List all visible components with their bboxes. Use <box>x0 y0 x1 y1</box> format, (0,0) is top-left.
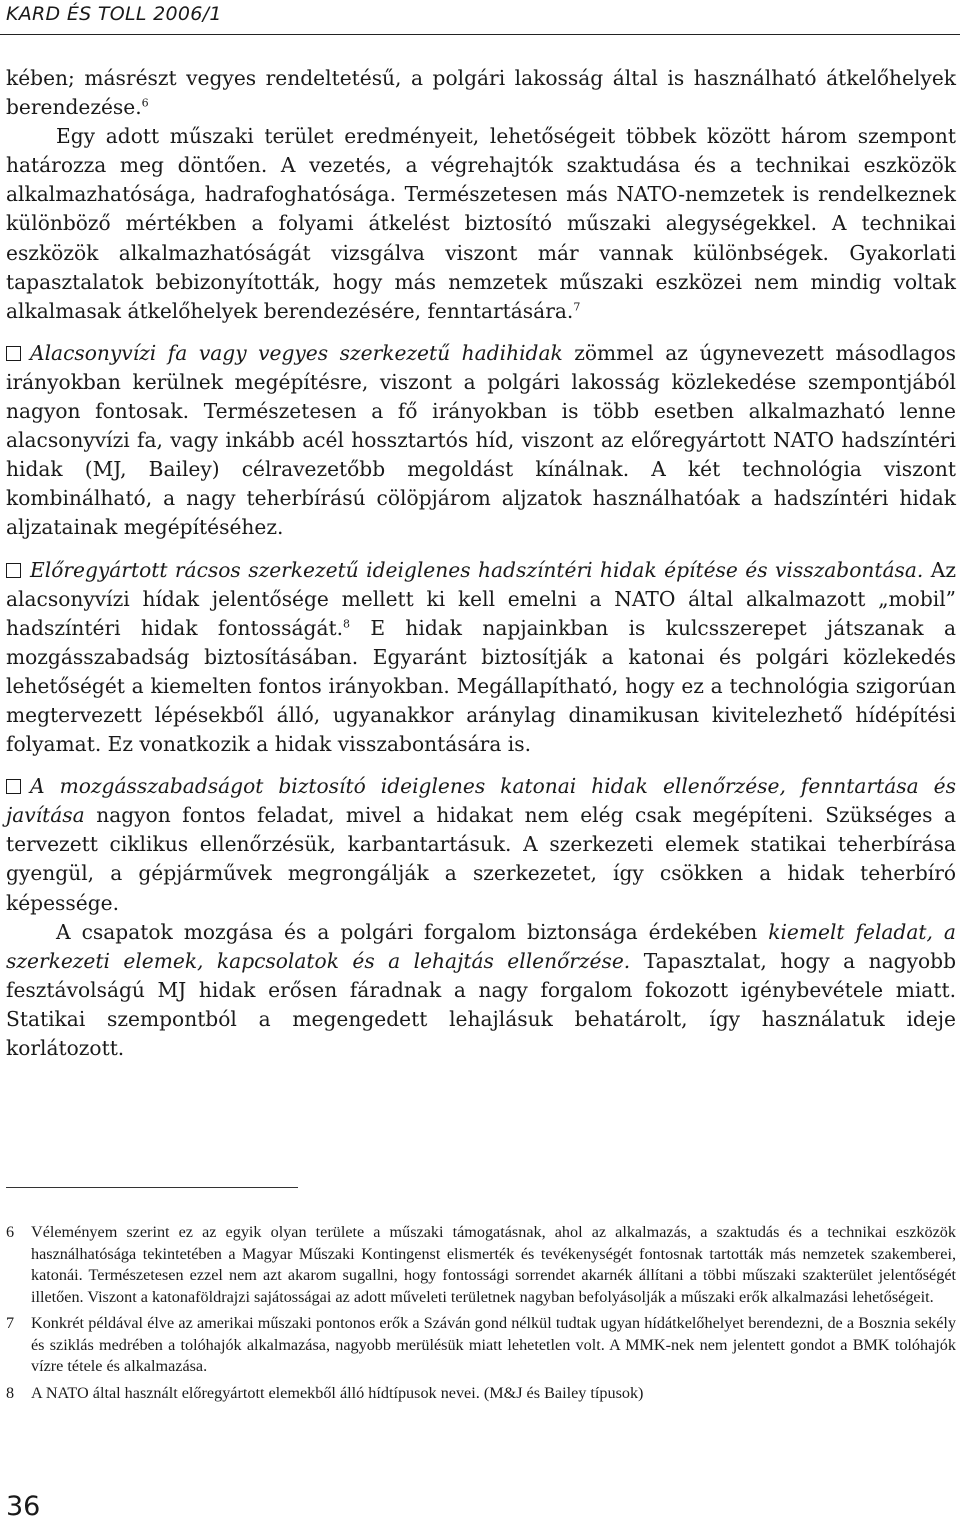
paragraph-evaluation: Egy adott műszaki terület eredményeit, lehetőségeit többek között három szempont határozza meg döntően. A vezetés, a végrehajtók szaktudása és a technikai eszközök alkalmazhatósága, hadrafoghatósága. Természetesen más NATO-nemzetek is rendelkeznek különböző mértékben a folyami átkelést biztosító műszaki alegységekkel. A technikai eszközök alkalmazhatóságát vizsgálva viszont már vannak különbségek. Gyakorlati tapasztalatok bebizonyították, hogy más nemzetek műszaki eszközei nem mindig voltak alkalmasak átkelőhelyek berendezésére, fenntartására.$^7$ <box>6 124 956 323</box>
footnotes <box>6 1222 956 1409</box>
footnote-7 <box>6 1313 956 1378</box>
checkbox-bullet-icon <box>6 779 21 794</box>
bullet-prefabricated-bridges: Előregyártott rácsos szerkezetű ideiglenes hadszíntéri hidak építése és visszabontása. Az alacsonyvízi hídak jelentősége mellett ki kell emelni a NATO által alkalmazott „mobil” hadszíntéri hidak fontosságát.$^8$ E hidak napjainkban is kulcsszerepet játszanak a mozgásszabadság biztosításában. Egyaránt biztosítják a katonai és polgári közlekedés lehetőségét a kiemelten fontos irányokban. Megállapítható, hogy ez a technológia szigorúan megtervezett lépésekből álló, ugyanakkor aránylag dinamikusan kivitelezhető hídépítési folyamat. Ez vonatkozik a hidak visszabontására is. <box>6 557 956 757</box>
footnote-number: 7 <box>6 1314 15 1332</box>
footnote-ref-8[interactable]: 8 <box>343 616 351 630</box>
header-rule <box>0 34 960 35</box>
paragraph-traffic-safety: A csapatok mozgása és a polgári forgalom biztonsága érdekében kiemelt feladat, a szerkezeti elemek, kapcsolatok és a lehajtás ellenőrzése. Tapasztalat, hogy a nagyobb fesztávolságú MJ hidak erősen fáradnak a nagy forgalom fokozott igénybevétele miatt. Statikai szempontból a megengedett lehajlásuk behatárolt, így használatuk ideje korlátozott. <box>6 919 956 1060</box>
bullet-bridge-maintenance: A mozgásszabadságot biztosító ideiglenes katonai hidak ellenőrzése, fenntartása és javítása nagyon fontos feladat, mivel a hidakat nem elég csak megépíteni. Szükséges a tervezett ciklikus ellenőrzésük, karbantartásuk. A szerkezeti elemek statikai teherbírása gyengül, a gépjárművek megrongálják a szerkezetet, így csökken a hidak teherbíró képessége. <box>6 774 956 915</box>
footnote-number: 8 <box>6 1383 15 1402</box>
bullet-low-water-bridges: Alacsonyvízi fa vagy vegyes szerkezetű hadihidak zömmel az úgynevezett másodlagos irányokban kerülnek megépítésre, viszont a polgári lakosság közlekedése szempontjából nagyon fontosak. Természetesen a fő irányokban is több esetben alkalmazható lenne alacsonyvízi fa, vagy inkább acél hossztartós híd, viszont az előregyártott NATO hadszíntéri hidak (MJ, Bailey) célravezetőbb megoldást kínálnak. A két technológia viszont kombinálható, a nagy teherbírású cölöpjárom aljzatok használhatóak a hadszíntéri hidak aljzatainak megépítéséhez. <box>6 340 956 540</box>
page-number: 36 <box>6 1491 41 1522</box>
main-text <box>6 64 956 1063</box>
running-header: KARD ÉS TOLL 2006/1 <box>6 3 222 25</box>
footnote-6 <box>6 1222 956 1308</box>
footnote-separator <box>6 1187 298 1188</box>
footnote-text: A NATO által használt előregyártott elemekből álló hídtípusok nevei. (M&J és Bailey típusok) <box>31 1383 644 1402</box>
checkbox-bullet-icon <box>6 346 21 361</box>
footnote-8 <box>6 1383 956 1405</box>
footnote-ref-6[interactable]: 6 <box>141 96 149 110</box>
footnote-number: 6 <box>6 1223 15 1241</box>
checkbox-bullet-icon <box>6 563 21 578</box>
footnote-ref-7[interactable]: 7 <box>573 300 581 314</box>
footnote-text: Véleményem szerint ez az egyik olyan területe a műszaki támogatásnak, ahol az alkalmazás, a szaktudás és a technikai eszközök használhatósága tekintetében a Magyar Műszaki Kontingenst elismerték és tevékenységét fontosnak tartották más nemzetek szakemberei, katonái. Természetesen ezzel nem azt akarom sugallni, hogy fontossági sorrendet akarnék állítani a többi műszaki szakterület jelentőségét illetően. Viszont a katonaföldrajzi sajátosságai az adott műveleti területnek nagyban befolyásolják a műszaki erők alkalmazási lehetőségeit. <box>31 1223 956 1306</box>
footnote-text: Konkrét példával élve az amerikai műszaki pontonos erők a Száván gond nélkül tudtak ugyan hídátkelőhelyet berendezni, de a Bosznia sekély és sziklás medrében a tolóhajók alkalmazása, nagyobb merülésük miatt lehetetlen volt. A MMK-nek nem jelentett gondot a BMK tolóhajók vízre tétele és alkalmazása. <box>31 1314 956 1375</box>
paragraph-continuation: kében; másrészt vegyes rendeltetésű, a polgári lakosság által is használható átkelőhelyek berendezése.$^6$ <box>6 66 956 120</box>
